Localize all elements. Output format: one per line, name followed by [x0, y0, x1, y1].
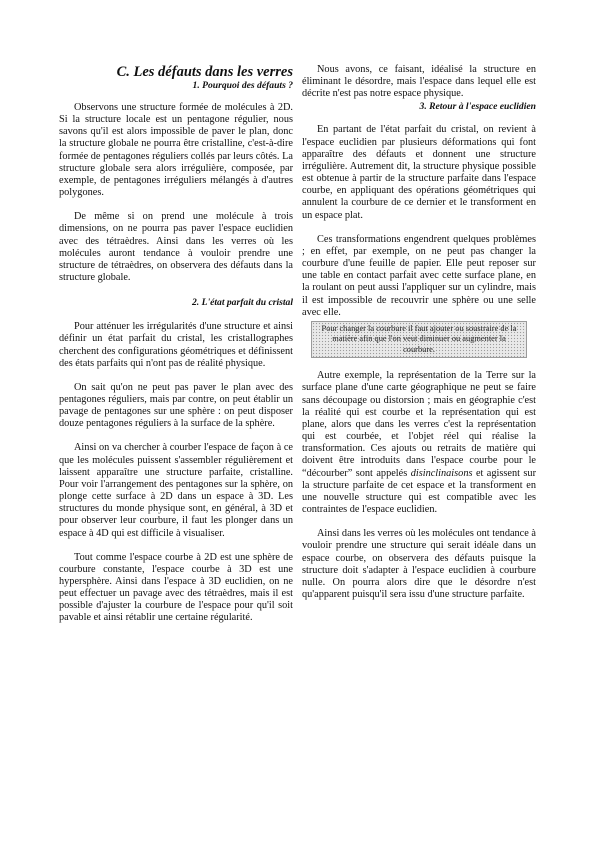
note-box: Pour changer la courbure il faut ajouter ou soustraire de la matière afin que l'on veut diminuer ou augmenter la courbure.	[311, 321, 527, 359]
paragraph-text: Autre exemple, la représentation de la Terre sur la surface plane d'une carte géographique ne peut se faire sans découpage ou distorsion ; mais en géographie c'est la réalité qui est courbe et la représentation qui est plane, alors que dans les verres c'est la représentation qui est courbée, et l'objet réel qui réalise la transformation. Ces ajouts ou retraits de matière qui doivent être introduits dans l'espace courbe pour le	[302, 370, 536, 467]
paragraph: De même si on prend une molécule à trois dimensions, on ne pourra pas paver l'espace euclidien avec des tétraèdres. Ainsi dans les verres où les molécules auront tendance à vouloir prendre une structure de tétraèdres, on observera des défauts dans la structure globale.	[59, 211, 293, 284]
emphasis-term: disinclinaisons	[410, 467, 473, 479]
section-title: C. Les défauts dans les verres	[116, 64, 293, 80]
subsection-title-3: 3. Retour à l'espace euclidien	[419, 101, 536, 113]
subsection-title-2: 2. L'état parfait du cristal	[191, 297, 293, 309]
paragraph: Pour atténuer les irrégularités d'une structure et ainsi définir un état parfait du cristal, les cristallographes cherchent des configurations géométriques et définissent des états parfaits qui n'ont pas de réalité physique.	[59, 321, 293, 369]
right-column	[302, 64, 536, 601]
paragraph: Ainsi dans les verres où les molécules ont tendance à vouloir prendre une structure qui serait idéale dans un espace courbe, on observera des défauts puisque la structure doit s'adapter à l'espace euclidien à courbure nulle. On pourra alors dire que le désordre n'est qu'apparent puisqu'il sera issu d'une structure parfaite.	[302, 528, 536, 600]
left-column	[59, 64, 293, 625]
subsection-title-1: 1. Pourquoi des défauts ?	[192, 80, 293, 91]
paragraph: Ainsi on va chercher à courber l'espace de façon à ce que les molécules puissent s'assembler régulièrement et laissent apparaître une structure parfaite, cristalline. Pour voir l'arrangement des pentagones sur la sphère, on plonge cette surface à 2D dans un espace à 3D. Les structures du monde physique sont, en général, à 3D et pour observer leur courbure, il faut les plonger dans un espace à 4D qui est difficile à visualiser.	[59, 442, 293, 539]
paragraph: Tout comme l'espace courbe à 2D est une sphère de courbure constante, l'espace courbe à 3D est une hypersphère. Ainsi dans l'espace à 3D euclidien, on ne peut effectuer un pavage avec des tétraèdres, mais il est possible d'ajuster la courbure de l'espace pour qu'il soit pavable et ainsi rétablir une certaine régularité.	[59, 551, 293, 624]
paragraph: On sait qu'on ne peut pas paver le plan avec des pentagones réguliers, mais par contre, on peut établir un pavage de pentagones sur une sphère : on peut disposer douze pentagones réguliers à la surface de la sphère.	[59, 381, 293, 430]
paragraph: En partant de l'état parfait du cristal, on revient à l'espace euclidien par plusieurs déformations qui font apparaître des défauts et donnent une structure irrégulière. Autrement dit, la structure physique possible est obtenue à partir de la structure parfaite dans l'espace courbe, en appliquant des opérations géométriques qui annulent la courbure de ce dernier et le transforment en un espace plat.	[302, 124, 536, 221]
paragraph	[302, 370, 536, 516]
quoted-term: “décourber” sont appelés	[302, 467, 408, 479]
paragraph: Observons une structure formée de molécules à 2D. Si la structure locale est un pentagone régulier, nous savons qu'il est alors impossible de paver le plan, donc la structure globale ne pourra être cristalline, c'est-à-dire formée de pentagones réguliers collés par leurs côtés. La structure globale sera alors irrégulière, composée, par exemple, de pentagones irréguliers mélangés à d'autres polygones.	[59, 102, 293, 199]
paragraph: Ces transformations engendrent quelques problèmes ; en effet, par exemple, on ne peut pas changer la courbure d'une feuille de papier. Elle peut reposer sur une table en contact parfait avec cette surface plane, en la roulant on peut aussi l'appliquer sur un cylindre, mais il est impossible de recouvrir une sphère ou une selle avec elle.	[302, 233, 536, 318]
paragraph-text: et agissent sur la structure parfaite de cet espace et la transforment en une nouvelle structure qui est compatible avec les contraintes de l'espace euclidien.	[302, 467, 537, 516]
paragraph: Nous avons, ce faisant, idéalisé la structure en éliminant le désordre, mais l'espace dans lequel elle est décrite n'est pas notre espace physique.	[302, 64, 536, 100]
